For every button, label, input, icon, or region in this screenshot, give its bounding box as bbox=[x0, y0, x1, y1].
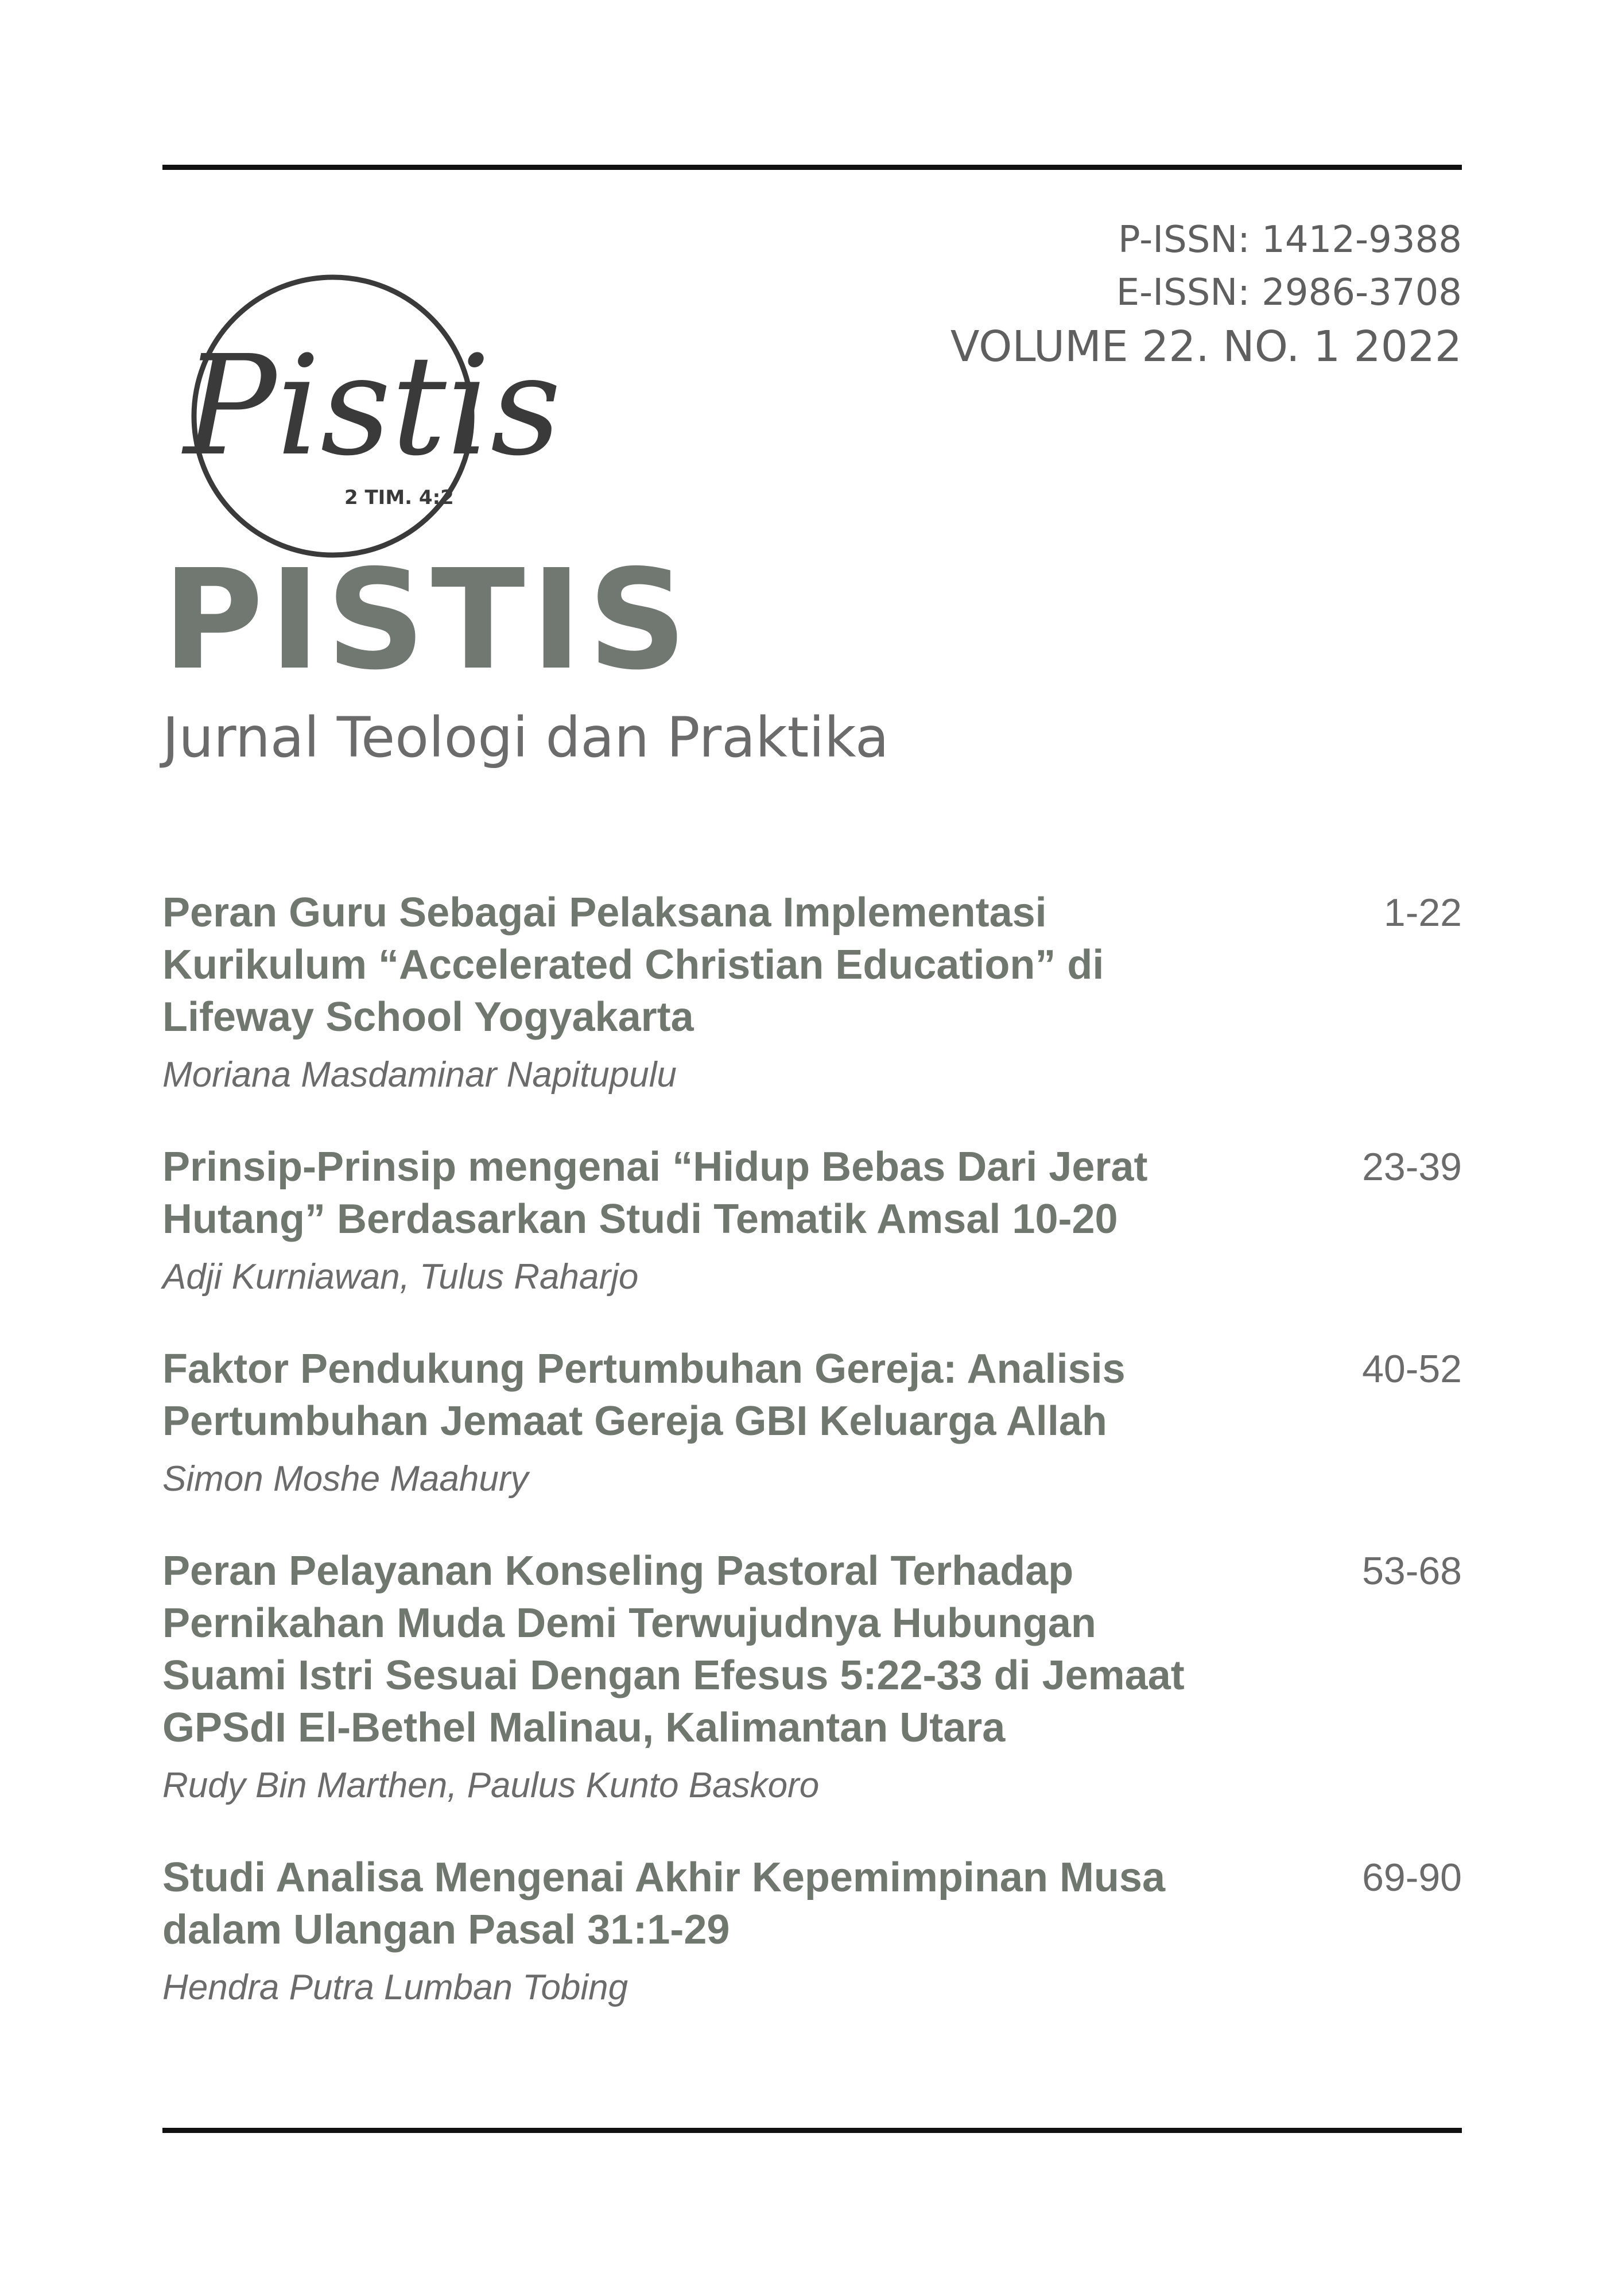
bottom-divider bbox=[162, 2128, 1462, 2133]
article-title: Faktor Pendukung Pertumbuhan Gereja: Analisis Pertumbuhan Jemaat Gereja GBI Keluarga Allah bbox=[162, 1346, 1126, 1444]
toc-entry bbox=[162, 1141, 1462, 1302]
journal-subtitle: Jurnal Teologi dan Praktika bbox=[162, 705, 889, 770]
top-divider bbox=[162, 165, 1462, 170]
toc-entry bbox=[162, 1343, 1462, 1504]
article-title: Peran Guru Sebagai Pelaksana Implementasi Kurikulum “Accelerated Christian Education” di Lifeway School Yogyakarta bbox=[162, 890, 1104, 1040]
article-pages: 23-39 bbox=[1362, 1145, 1462, 1189]
logo-script-text: Pistis bbox=[184, 325, 561, 486]
logo-verse: 2 TIM. 4:2 bbox=[344, 486, 454, 509]
article-authors: Hendra Putra Lumban Tobing bbox=[162, 1968, 628, 2007]
issn-block bbox=[950, 214, 1462, 374]
journal-title: PISTIS bbox=[162, 540, 693, 700]
e-issn: E-ISSN: 2986-3708 bbox=[1116, 272, 1462, 314]
toc-entry bbox=[162, 887, 1462, 1100]
article-pages: 69-90 bbox=[1362, 1856, 1462, 1899]
volume-number: VOLUME 22. NO. 1 2022 bbox=[950, 322, 1462, 371]
journal-logo bbox=[172, 270, 561, 568]
article-authors: Adji Kurniawan, Tulus Raharjo bbox=[162, 1257, 639, 1297]
toc-entry bbox=[162, 1545, 1462, 1810]
article-title: Prinsip-Prinsip mengenai “Hidup Bebas Dari Jerat Hutang” Berdasarkan Studi Tematik Amsal 10-20 bbox=[162, 1144, 1148, 1242]
table-of-contents bbox=[162, 887, 1462, 2054]
article-title: Peran Pelayanan Konseling Pastoral Terhadap Pernikahan Muda Demi Terwujudnya Hubungan Suami Istri Sesuai Dengan Efesus 5:22-33 di Jemaat GPSdI El-Bethel Malinau, Kalimantan Utara bbox=[162, 1548, 1185, 1751]
article-pages: 1-22 bbox=[1383, 891, 1462, 934]
article-authors: Simon Moshe Maahury bbox=[162, 1459, 529, 1499]
p-issn: P-ISSN: 1412-9388 bbox=[1118, 219, 1462, 261]
article-pages: 40-52 bbox=[1362, 1347, 1462, 1391]
article-title: Studi Analisa Mengenai Akhir Kepemimpinan Musa dalam Ulangan Pasal 31:1-29 bbox=[162, 1855, 1165, 1953]
article-pages: 53-68 bbox=[1362, 1549, 1462, 1593]
toc-entry bbox=[162, 1852, 1462, 2012]
article-authors: Rudy Bin Marthen, Paulus Kunto Baskoro bbox=[162, 1766, 820, 1805]
article-authors: Moriana Masdaminar Napitupulu bbox=[162, 1055, 677, 1095]
